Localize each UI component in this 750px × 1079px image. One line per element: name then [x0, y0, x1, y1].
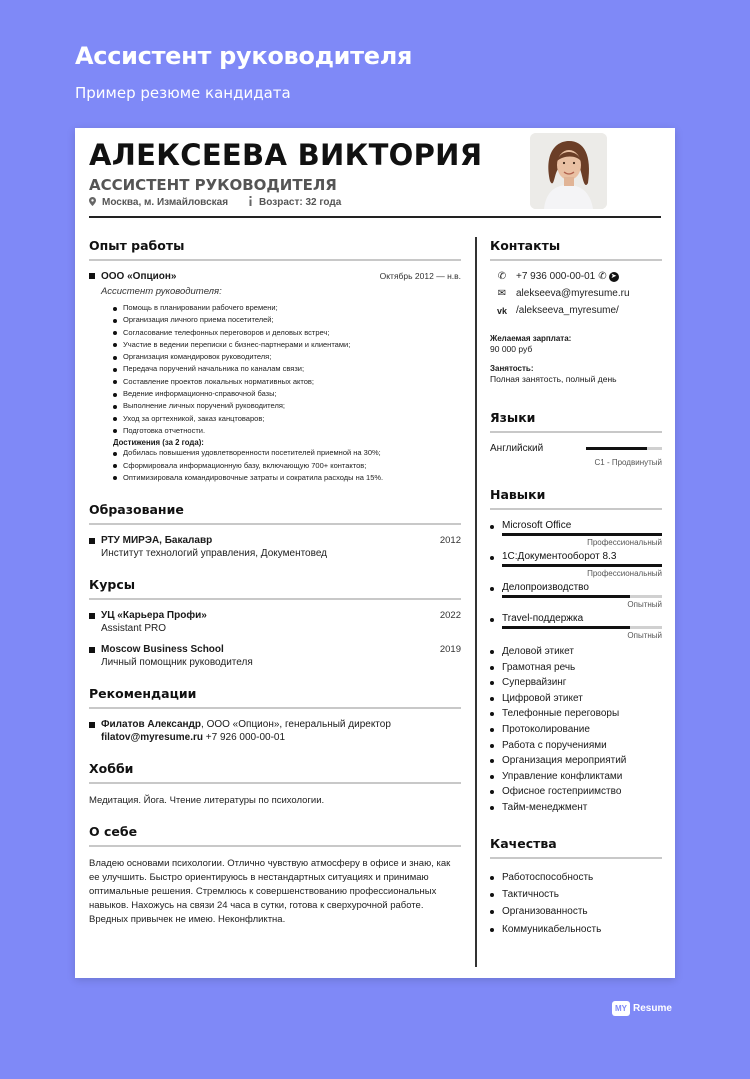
recommender-name: Филатов Александр	[101, 719, 202, 731]
candidate-age: Возраст: 32 года	[259, 196, 342, 208]
education-school: РТУ МИРЭА, Бакалавр	[101, 535, 213, 547]
qualities-title: Качества	[490, 836, 662, 859]
skill-name: 1С:Документооборот 8.3	[490, 551, 662, 562]
quality-item: Коммуникабельность	[490, 921, 662, 938]
page-subtitle: Пример резюме кандидата	[75, 84, 291, 102]
course-name: УЦ «Карьера Профи»	[101, 610, 207, 622]
duty-item: Организация личного приема посетителей;	[113, 314, 461, 326]
skill-name: Делопроизводство	[490, 582, 662, 593]
myresume-logo	[612, 1001, 672, 1016]
square-bullet-icon	[89, 722, 95, 728]
skill-item: Протоколирование	[490, 722, 662, 738]
left-column	[89, 238, 461, 941]
contacts-section	[490, 238, 662, 384]
salary-value: 90 000 руб	[490, 344, 533, 354]
plain-skills-list	[490, 644, 662, 816]
logo-box: MY	[612, 1001, 630, 1016]
qualities-section	[490, 836, 662, 939]
duty-item: Согласование телефонных переговоров и деловых встреч;	[113, 327, 461, 339]
recommender-contacts	[89, 732, 461, 743]
employment-value: Полная занятость, полный день	[490, 374, 617, 384]
skill-item: Тайм-менеджмент	[490, 800, 662, 816]
languages-section	[490, 410, 662, 467]
quality-item: Работоспособность	[490, 869, 662, 886]
skill-item: Супервайзинг	[490, 675, 662, 691]
recommender-company: , ООО «Опцион», генеральный директор	[201, 719, 391, 731]
vk-icon: vk	[496, 305, 507, 316]
course-name: Moscow Business School	[101, 644, 224, 656]
course-detail: Assistant PRO	[101, 623, 167, 635]
about-section	[89, 824, 461, 927]
skill-level-label: Профессиональный	[587, 538, 662, 547]
skills-section	[490, 487, 662, 816]
duty-item: Выполнение личных поручений руководителя;	[113, 400, 461, 412]
course-year: 2019	[439, 644, 461, 656]
duty-item: Помощь в планировании рабочего времени;	[113, 302, 461, 314]
education-year: 2012	[439, 535, 461, 547]
education-title: Образование	[89, 502, 461, 525]
recommender-phone: +7 926 000-00-01	[203, 732, 286, 744]
rated-skill-item	[490, 582, 662, 609]
recommender-email[interactable]: filatov@myresume.ru	[101, 732, 204, 744]
skill-item: Офисное гостеприимство	[490, 784, 662, 800]
course-detail: Личный помощник руководителя	[101, 657, 253, 669]
whatsapp-icon: ✆	[598, 271, 607, 282]
skill-level-fill	[502, 626, 630, 629]
experience-section	[89, 238, 461, 484]
duty-item: Подготовка отчетности.	[113, 425, 461, 437]
about-text: Владею основами психологии. Отлично чувствую атмосферу в офисе и знаю, как ее улучшить. Быстро ориентируюсь в нестандартных ситуациях и принимаю оптимальные решения. Стремлюсь к совершенствованию профессиональных навыков. Нахожусь на связи 24 часа в сутки, готова к сверхурочной работе. Вредных привычек не имею. Неконфликтна.	[89, 858, 451, 926]
language-level: C1 - Продвинутый	[594, 458, 662, 467]
about-title: О себе	[89, 824, 461, 847]
contact-vk[interactable]: vk /alekseeva_myresume/	[490, 305, 662, 316]
skill-item: Цифровой этикет	[490, 691, 662, 707]
square-bullet-icon	[89, 613, 95, 619]
duty-item: Участие в ведении переписки с бизнес-партнерами и клиентами;	[113, 339, 461, 351]
skill-level-label: Профессиональный	[587, 569, 662, 578]
courses-section	[89, 577, 461, 668]
achievements-title: Достижения (за 2 года):	[113, 438, 204, 448]
candidate-position: АССИСТЕНТ РУКОВОДИТЕЛЯ	[89, 176, 337, 194]
languages-title: Языки	[490, 410, 662, 433]
salary-label: Желаемая зарплата:	[490, 334, 572, 343]
course-year: 2022	[439, 610, 461, 622]
map-pin-icon	[89, 197, 96, 208]
right-column	[490, 238, 662, 952]
qualities-list	[490, 869, 662, 939]
language-item	[490, 443, 662, 454]
duty-item: Уход за оргтехникой, заказ канцтоваров;	[113, 413, 461, 425]
education-entry	[89, 535, 461, 546]
skill-level-bar	[502, 533, 662, 536]
course-item	[89, 610, 461, 634]
employment-label: Занятость:	[490, 364, 534, 373]
language-level-bar	[586, 447, 662, 450]
skill-level-fill	[502, 533, 662, 536]
info-icon	[248, 196, 253, 208]
column-divider	[475, 237, 477, 967]
skill-item: Телефонные переговоры	[490, 706, 662, 722]
candidate-name: АЛЕКСЕЕВА ВИКТОРИЯ	[89, 138, 483, 172]
hobby-text: Медитация. Йога. Чтение литературы по психологии.	[89, 795, 325, 807]
course-item	[89, 644, 461, 668]
skill-name: Microsoft Office	[490, 520, 662, 531]
language-name: Английский	[490, 443, 544, 454]
achievement-item: Добилась повышения удовлетворенности посетителей приемной на 30%;	[113, 447, 461, 459]
square-bullet-icon	[89, 273, 95, 279]
education-detail: Институт технологий управления, Документовед	[101, 548, 327, 560]
recommendation-entry	[89, 719, 461, 730]
phone-icon: ✆	[497, 271, 507, 282]
skill-name: Travel-поддержка	[490, 613, 662, 624]
skill-item: Деловой этикет	[490, 644, 662, 660]
rated-skills-list	[490, 520, 662, 640]
skill-item: Работа с поручениями	[490, 738, 662, 754]
logo-text: Resume	[633, 1003, 672, 1014]
skill-level-label: Опытный	[627, 631, 662, 640]
skill-level-fill	[502, 564, 662, 567]
rated-skill-item	[490, 613, 662, 640]
duty-item: Передача поручений начальника по каналам связи;	[113, 363, 461, 375]
hobby-title: Хобби	[89, 761, 461, 784]
square-bullet-icon	[89, 538, 95, 544]
experience-entry	[89, 271, 461, 282]
experience-role: Ассистент руководителя:	[101, 286, 222, 297]
candidate-meta	[89, 196, 341, 208]
duty-item: Ведение информационно-справочной базы;	[113, 388, 461, 400]
experience-title: Опыт работы	[89, 238, 461, 261]
skill-level-bar	[502, 595, 662, 598]
achievement-item: Сформировала информационную базу, включающую 700+ контактов;	[113, 460, 461, 472]
skill-item: Грамотная речь	[490, 660, 662, 676]
courses-title: Курсы	[89, 577, 461, 600]
skills-title: Навыки	[490, 487, 662, 510]
resume-sheet	[75, 128, 675, 978]
contact-phone[interactable]: ✆ +7 936 000-00-01 ✆ ➤	[490, 271, 662, 282]
experience-dates: Октябрь 2012 — н.в.	[379, 271, 461, 281]
recommendations-title: Рекомендации	[89, 686, 461, 709]
skill-level-bar	[502, 626, 662, 629]
achievement-item: Оптимизировала командировочные затраты и сократила расходы на 15%.	[113, 472, 461, 484]
mail-icon: ✉	[497, 288, 507, 299]
candidate-photo	[530, 133, 607, 209]
duty-item: Организация командировок руководителя;	[113, 351, 461, 363]
skill-level-fill	[502, 595, 630, 598]
hobby-section	[89, 761, 461, 808]
header-divider	[89, 216, 661, 218]
education-section	[89, 502, 461, 559]
page-title: Ассистент руководителя	[75, 42, 413, 70]
rated-skill-item	[490, 520, 662, 547]
skill-level-bar	[502, 564, 662, 567]
telegram-icon: ➤	[609, 272, 619, 282]
duties-list	[89, 302, 461, 437]
contact-email[interactable]: ✉ alekseeva@myresume.ru	[490, 288, 662, 299]
achievements-list	[89, 447, 461, 484]
quality-item: Организованность	[490, 903, 662, 920]
company-name: ООО «Опцион»	[101, 271, 177, 282]
skill-item: Управление конфликтами	[490, 769, 662, 785]
candidate-location: Москва, м. Измайловская	[102, 196, 229, 208]
contacts-title: Контакты	[490, 238, 662, 261]
rated-skill-item	[490, 551, 662, 578]
skill-level-label: Опытный	[627, 600, 662, 609]
skill-item: Организация мероприятий	[490, 753, 662, 769]
recommendations-section	[89, 686, 461, 743]
quality-item: Тактичность	[490, 886, 662, 903]
square-bullet-icon	[89, 647, 95, 653]
duty-item: Составление проектов локальных нормативных актов;	[113, 376, 461, 388]
